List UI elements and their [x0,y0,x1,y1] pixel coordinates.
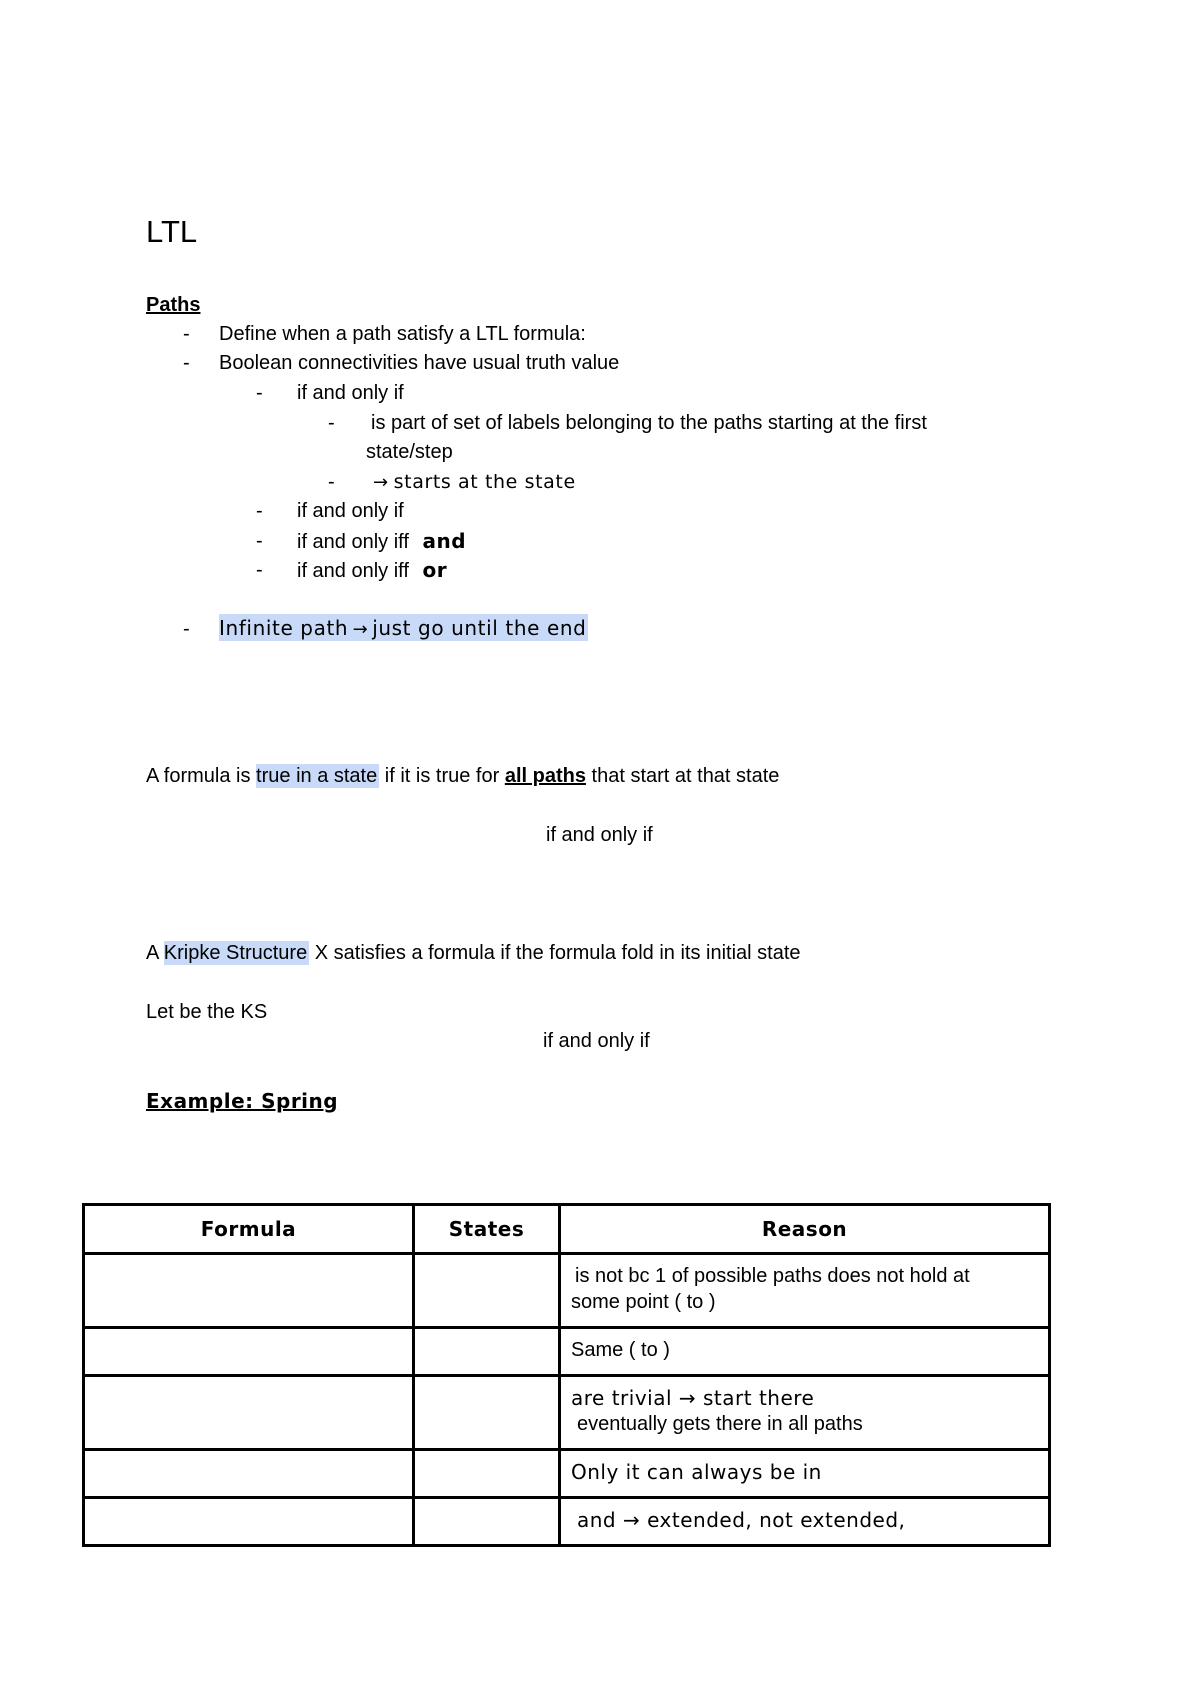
reason-line: and → extended, not extended, [577,1508,906,1532]
bullet-part-of-labels-cont: state/step [366,441,453,463]
bullet-iff-or-text: if and only iff [297,560,409,582]
kripke-text-1: A [146,942,164,964]
page-title: LTL [146,214,198,249]
infinite-path-text: Infinite path [219,616,349,640]
bullet-dash: - [183,352,190,374]
bullet-dash: - [256,382,263,404]
example-heading: Example: Spring [146,1089,339,1113]
arrow-icon: → [352,619,368,640]
cell-states [414,1328,560,1376]
table-row [84,1376,1050,1450]
cell-formula [84,1376,414,1450]
header-reason: Reason [560,1205,1050,1254]
bullet-dash: - [183,618,190,640]
arrow-icon: → [373,472,389,493]
bullet-iff-and [297,529,466,554]
formula-true-in-state [146,764,779,788]
header-formula: Formula [84,1205,414,1254]
bullet-and-keyword: and [422,529,467,553]
table-header-row [84,1205,1050,1254]
spring-table [82,1203,1051,1547]
bullet-iff-1: if and only if [297,382,404,404]
cell-states [414,1450,560,1498]
header-states: States [414,1205,560,1254]
paths-heading: Paths [146,294,201,316]
infinite-path-text-2: just go until the end [372,616,587,640]
cell-states [414,1376,560,1450]
kripke-definition [146,941,801,965]
bullet-iff-and-text: if and only iff [297,531,409,553]
bullet-dash: - [328,471,335,493]
highlight-true-in-state: true in a state [256,765,378,787]
reason-line: is not bc 1 of possible paths does not hold at [575,1265,970,1287]
formula-text-3: that start at that state [585,765,780,787]
table-row [84,1450,1050,1498]
cell-reason [560,1328,1050,1376]
bullet-part-of-labels: is part of set of labels belonging to the paths starting at the first [371,412,927,434]
reason-line: some point ( to ) [571,1291,716,1313]
reason-line: Same ( to ) [571,1339,670,1361]
bullet-infinite-path [219,614,588,641]
let-ks: Let be the KS [146,1001,268,1023]
bullet-iff-or [297,558,447,583]
cell-reason [560,1450,1050,1498]
reason-line: are trivial → start there [571,1386,815,1410]
cell-formula [84,1498,414,1546]
bullet-dash: - [256,559,263,581]
bullet-iff-2: if and only if [297,500,404,522]
bullet-starts-at-state [373,470,576,495]
reason-line: Only it can always be in [571,1460,822,1484]
bullet-dash: - [328,412,335,434]
cell-formula [84,1450,414,1498]
cell-reason [560,1376,1050,1450]
all-paths-emphasis: all paths [504,765,586,787]
table-row [84,1254,1050,1328]
cell-formula [84,1254,414,1328]
table-row [84,1498,1050,1546]
cell-reason [560,1498,1050,1546]
reason-line: eventually gets there in all paths [577,1413,863,1435]
bullet-boolean-connectivities: Boolean connectivities have usual truth value [219,352,620,374]
highlight-kripke-structure: Kripke Structure [163,942,308,964]
bullet-dash: - [183,323,190,345]
kripke-text-2: X satisfies a formula if the formula fold in its initial state [309,942,801,964]
formula-iff: if and only if [546,824,653,846]
formula-text-2: if it is true for [379,765,505,787]
bullet-dash: - [256,530,263,552]
bullet-define-path: Define when a path satisfy a LTL formula: [219,323,586,345]
table-row [84,1328,1050,1376]
cell-reason [560,1254,1050,1328]
bullet-dash: - [256,500,263,522]
formula-text-1: A formula is [146,765,257,787]
cell-states [414,1498,560,1546]
cell-states [414,1254,560,1328]
kripke-iff: if and only if [543,1030,650,1052]
bullet-or-keyword: or [422,558,448,582]
cell-formula [84,1328,414,1376]
bullet-starts-at-state-text: starts at the state [393,471,576,493]
